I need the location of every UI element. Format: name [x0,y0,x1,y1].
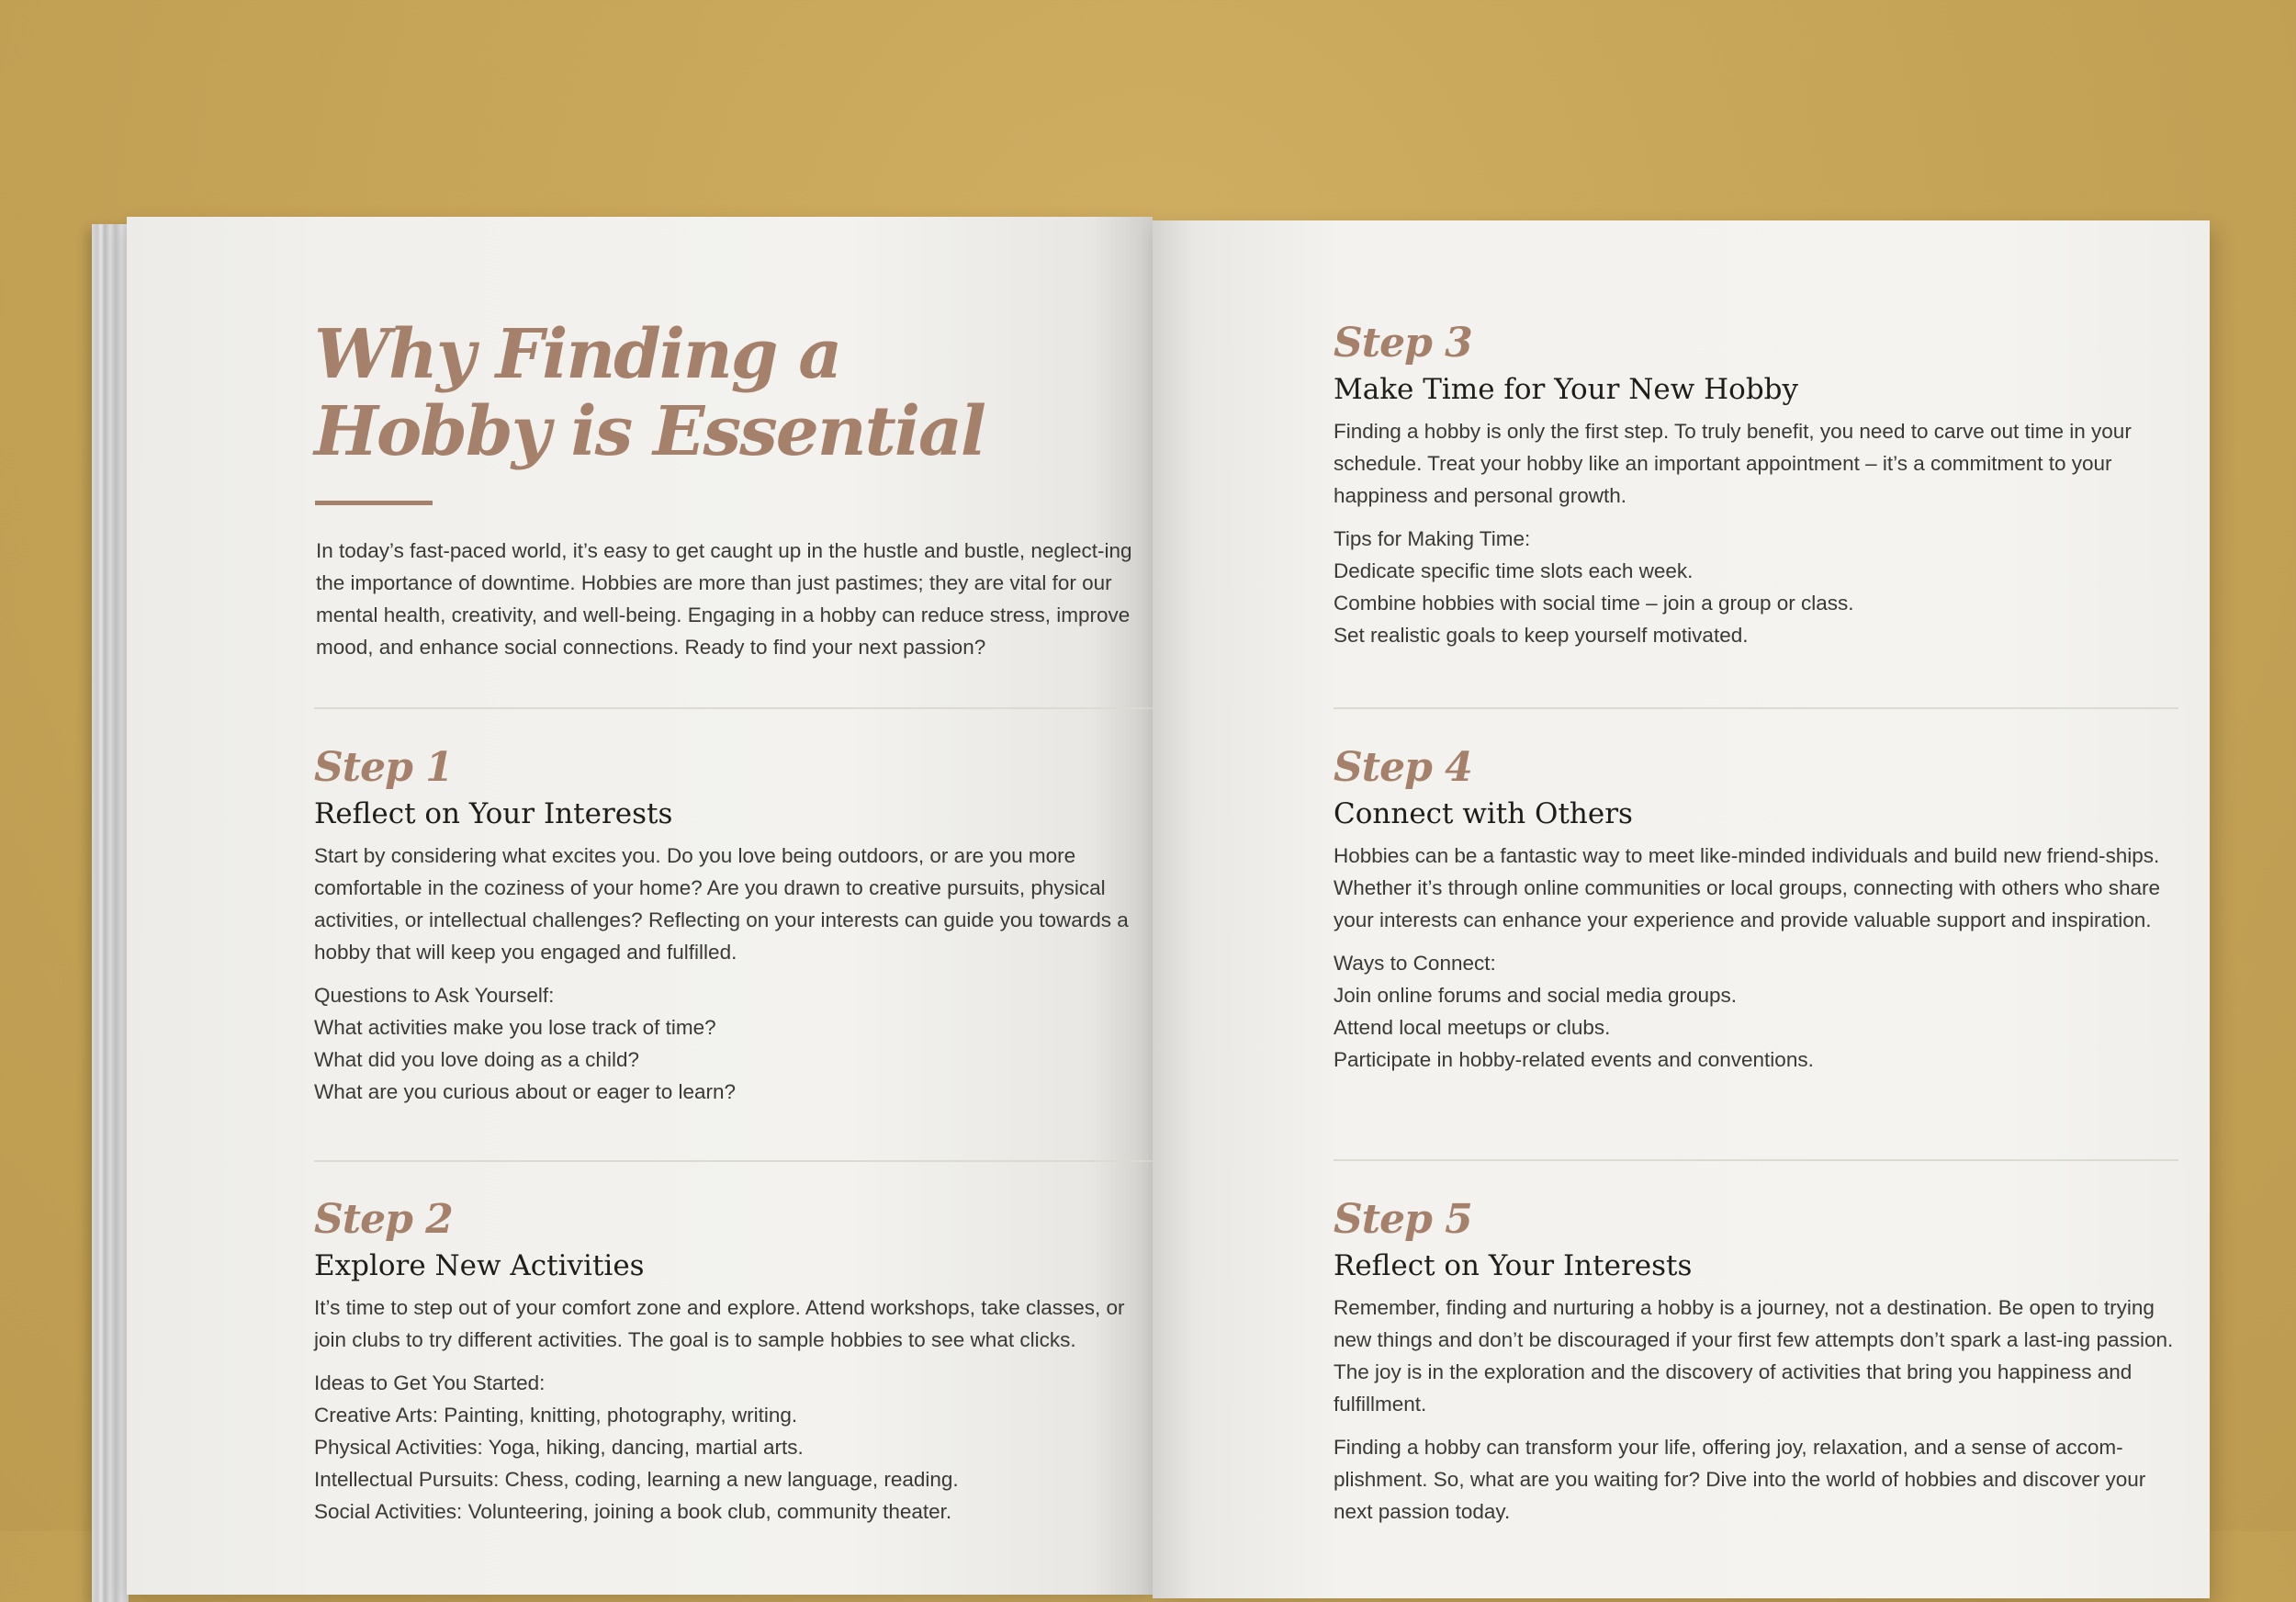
list-item: Join online forums and social media groups. [1334,984,1737,1007]
list-item: What activities make you lose track of time? [314,1016,716,1039]
list-item: Social Activities: Volunteering, joining a book club, community theater. [314,1500,952,1523]
list-item: Participate in hobby-related events and conventions. [1334,1048,1814,1071]
step-list [314,979,1159,1108]
divider [314,1160,1157,1162]
step-heading: Make Time for Your New Hobby [1334,373,1799,406]
list-item: Attend local meetups or clubs. [1334,1016,1611,1039]
list-title: Ways to Connect: [1334,952,1496,975]
list-title: Tips for Making Time: [1334,527,1531,550]
step-number: Step 3 [1334,320,1472,367]
page-title [314,316,1049,470]
step-heading: Connect with Others [1334,797,1633,830]
step-1-section [314,744,1159,1108]
step-list [314,1367,1159,1528]
step-number: Step 4 [1334,744,1472,791]
step-3-section [1334,320,2188,651]
list-item: Combine hobbies with social time – join a group or class. [1334,592,1854,615]
step-5-section [1334,1196,2188,1528]
title-underline [315,501,433,505]
step-number: Step 2 [314,1196,453,1243]
step-list [1334,523,2188,651]
step-2-section [314,1196,1159,1528]
list-title: Ideas to Get You Started: [314,1371,546,1394]
list-item: Set realistic goals to keep yourself motivated. [1334,624,1749,647]
step-list [1334,947,2188,1076]
title-line-2: Hobby is Essential [314,392,985,471]
list-item: Creative Arts: Painting, knitting, photography, writing. [314,1404,798,1427]
list-item: Intellectual Pursuits: Chess, coding, learning a new language, reading. [314,1468,959,1491]
list-item: What are you curious about or eager to learn? [314,1080,737,1103]
right-page [1153,220,2210,1598]
list-item: What did you love doing as a child? [314,1048,639,1071]
intro-paragraph: In today’s fast-paced world, it’s easy to get caught up in the hustle and bustle, neglect-ing the importance of downtime. Hobbies are more than just pastimes; they are vital for our mental health, creativity, and well-being. Engaging in a hobby can reduce stress, improve mood, and enhance social connections. Ready to find your next passion? [316,539,1132,659]
step-4-section [1334,744,2188,1076]
step-body: Hobbies can be a fantastic way to meet like-minded individuals and build new friend-ships. Whether it’s through online communities or local groups, connecting with others who share your interests can enhance your experience and provide valuable support and inspiration. [1334,844,2161,931]
open-booklet [92,217,2210,1595]
divider [1334,1159,2178,1161]
step-heading: Reflect on Your Interests [314,797,673,830]
step-body: Start by considering what excites you. Do you love being outdoors, or are you more comfortable in the coziness of your home? Are you drawn to creative pursuits, physical activities, or intellectual challenges? Reflecting on your interests can guide you towards a hobby that will keep you engaged and fulfilled. [314,844,1129,964]
step-body: Finding a hobby is only the first step. To truly benefit, you need to carve out time in your schedule. Treat your hobby like an important appointment – it’s a commitment to your happiness and personal growth. [1334,420,2132,507]
page-edges [92,224,129,1602]
title-line-1: Why Finding a [314,315,841,394]
step-heading: Explore New Activities [314,1249,645,1282]
step-body: Remember, finding and nurturing a hobby is a journey, not a destination. Be open to trying new things and don’t be discouraged if your first few attempts don’t spark a last-ing passion. The joy is in the exploration and the discovery of activities that bring you happiness and fulfillment. [1334,1296,2174,1416]
left-page [127,217,1153,1595]
step-body: It’s time to step out of your comfort zone and explore. Attend workshops, take classes, or join clubs to try different activities. The goal is to sample hobbies to see what clicks. [314,1296,1125,1351]
step-number: Step 1 [314,744,453,791]
step-number: Step 5 [1334,1196,1472,1243]
closing-paragraph: Finding a hobby can transform your life, offering joy, relaxation, and a sense of accom-plishment. So, what are you waiting for? Dive into the world of hobbies and discover your next passion today. [1334,1436,2146,1523]
divider [314,707,1157,709]
list-item: Dedicate specific time slots each week. [1334,559,1694,582]
list-title: Questions to Ask Yourself: [314,984,555,1007]
step-heading: Reflect on Your Interests [1334,1249,1693,1282]
divider [1334,707,2178,709]
list-item: Physical Activities: Yoga, hiking, dancing, martial arts. [314,1436,804,1459]
